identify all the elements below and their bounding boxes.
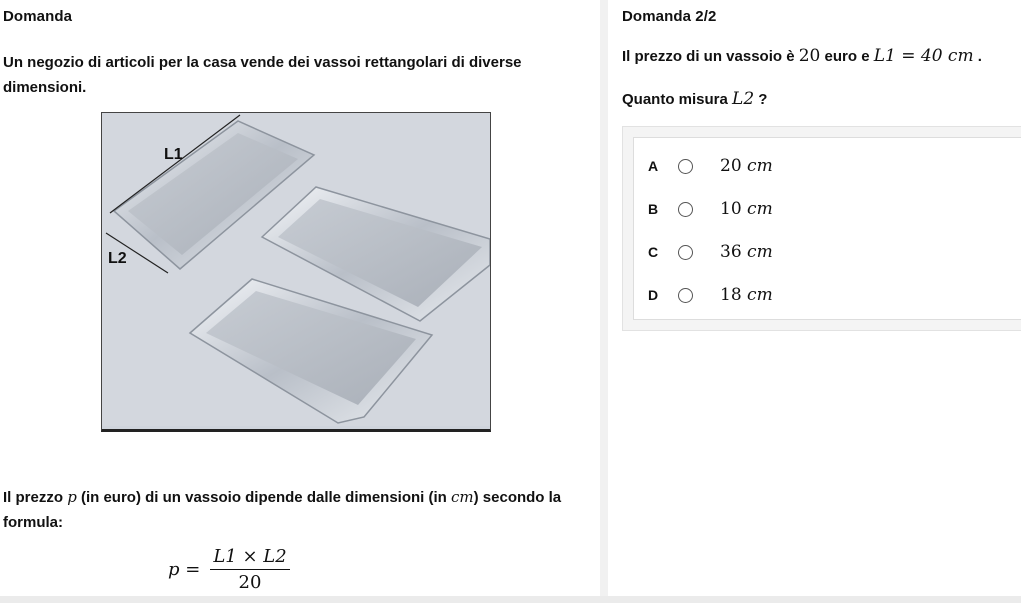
- radio-button[interactable]: [678, 202, 693, 217]
- question-number-heading: Domanda 2/2: [622, 8, 717, 25]
- option-d[interactable]: D 18 cm: [648, 285, 773, 305]
- var-p: p: [67, 488, 77, 506]
- option-letter: D: [648, 287, 659, 303]
- trays-illustration: [102, 113, 490, 426]
- answer-panel: [608, 0, 1021, 596]
- question-prompt: Quanto misura L2 ?: [622, 89, 768, 109]
- radio-button[interactable]: [678, 159, 693, 174]
- panel-heading: Domanda: [3, 8, 73, 25]
- option-value: 36: [720, 242, 742, 262]
- option-value: 20: [720, 156, 742, 176]
- option-a[interactable]: A 20 cm: [648, 156, 773, 176]
- panel-divider: [600, 0, 608, 596]
- option-letter: B: [648, 201, 659, 217]
- radio-button[interactable]: [678, 288, 693, 303]
- formula-denominator: 20: [238, 571, 262, 593]
- unit-cm: cm: [451, 488, 474, 506]
- option-letter: A: [648, 158, 659, 174]
- question-text: Un negozio di articoli per la casa vende dei vassoi rettangolari di diverse dimensioni.: [3, 54, 522, 96]
- formula-lhs: p =: [168, 558, 201, 580]
- l2-label: L2: [108, 250, 127, 267]
- formula-fraction: [210, 546, 289, 593]
- option-letter: C: [648, 244, 659, 260]
- price-formula-intro: Il prezzo p (in euro) di un vassoio dipende dalle dimensioni (in cm) secondo la formula:: [3, 488, 562, 531]
- given-data-line: Il prezzo di un vassoio è 20 euro e L1 = 40 cm .: [622, 46, 982, 66]
- radio-button[interactable]: [678, 245, 693, 260]
- option-value: 18: [720, 285, 742, 305]
- answer-options: [622, 126, 1021, 331]
- formula-numerator: L1 × L2: [210, 546, 289, 570]
- trays-photo: [101, 112, 491, 432]
- price-formula: [168, 540, 290, 598]
- option-value: 10: [720, 199, 742, 219]
- l1-label: L1: [164, 146, 183, 163]
- option-b[interactable]: B 10 cm: [648, 199, 773, 219]
- bottom-bar: [0, 596, 1021, 603]
- option-c[interactable]: C 36 cm: [648, 242, 773, 262]
